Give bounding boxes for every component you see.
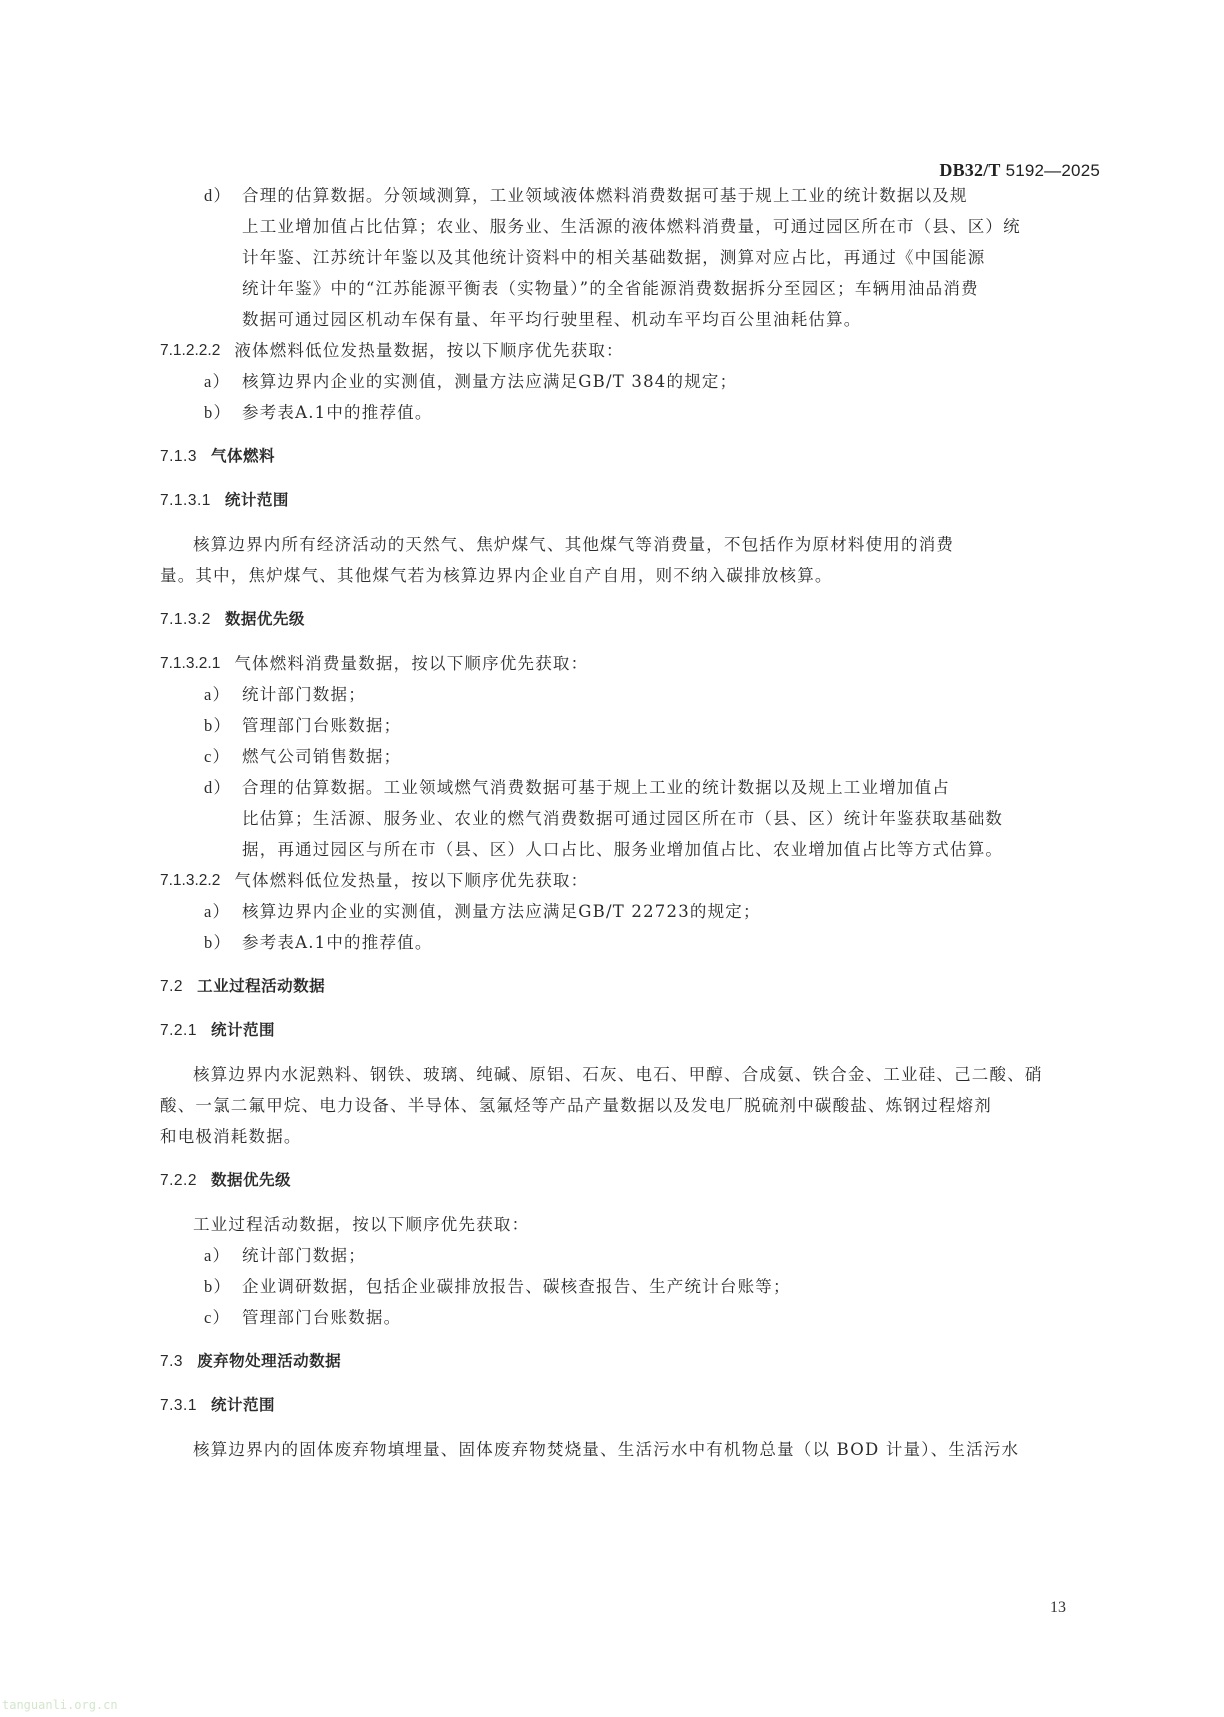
list-text: 企业调研数据，包括企业碳排放报告、碳核查报告、生产统计台账等； xyxy=(242,1277,791,1296)
list-marker: a） xyxy=(204,902,231,921)
text-line: 据，再通过园区与所在市（县、区）人口占比、服务业增加值占比、农业增加值占比等方式估算。 xyxy=(242,840,1004,859)
standard-code xyxy=(939,160,1100,181)
clause-7-1-2-2-2 xyxy=(160,335,1100,366)
heading-number: 7.1.3.2 xyxy=(160,611,211,628)
list-text: 管理部门台账数据。 xyxy=(242,1308,402,1327)
heading-number: 7.1.3 xyxy=(160,448,197,465)
clause-number: 7.1.2.2.2 xyxy=(160,342,221,359)
list-marker: b） xyxy=(204,1277,232,1296)
heading-number: 7.2.2 xyxy=(160,1172,197,1189)
heading-number: 7.1.3.1 xyxy=(160,492,211,509)
list-marker: b） xyxy=(204,403,232,422)
text-line: 数据可通过园区机动车保有量、年平均行驶里程、机动车平均百公里油耗估算。 xyxy=(242,310,862,329)
clause-text: 气体燃料消费量数据，按以下顺序优先获取： xyxy=(234,654,589,673)
list-marker: b） xyxy=(204,933,232,952)
heading-number: 7.3.1 xyxy=(160,1397,197,1414)
list-text: 统计部门数据； xyxy=(242,685,366,704)
text-line: 核算边界内所有经济活动的天然气、焦炉煤气、其他煤气等消费量，不包括作为原材料使用的消费 xyxy=(193,535,955,554)
page-number: 13 xyxy=(1050,1599,1066,1616)
list-item xyxy=(160,710,1100,741)
text-line: 和电极消耗数据。 xyxy=(160,1127,302,1146)
heading-title: 工业过程活动数据 xyxy=(197,977,326,995)
list-marker: a） xyxy=(204,372,231,391)
clause-7-1-3-2-1 xyxy=(160,648,1100,679)
list-item xyxy=(160,679,1100,710)
heading-number: 7.2.1 xyxy=(160,1022,197,1039)
list-marker: d） xyxy=(204,778,232,797)
text-line: 计年鉴、江苏统计年鉴以及其他统计资料中的相关基础数据，测算对应占比，再通过《中国能源 xyxy=(242,248,986,267)
list-text: 管理部门台账数据； xyxy=(242,716,402,735)
list-text: 燃气公司销售数据； xyxy=(242,747,402,766)
standard-prefix: DB32/T xyxy=(939,160,1001,180)
section-heading-7-3 xyxy=(160,1346,1100,1377)
section-heading-7-3-1 xyxy=(160,1390,1100,1421)
section-heading-7-2 xyxy=(160,971,1100,1002)
list-item-d-liquid-estimate xyxy=(160,180,1100,335)
heading-title: 数据优先级 xyxy=(210,1171,291,1189)
heading-title: 数据优先级 xyxy=(224,610,305,628)
clause-7-1-3-2-2 xyxy=(160,865,1100,896)
paragraph-7-1-3-1 xyxy=(160,529,1100,591)
list-text: 核算边界内企业的实测值，测量方法应满足GB/T 384的规定； xyxy=(242,372,738,391)
list-marker: d） xyxy=(204,186,232,205)
list-text: 统计部门数据； xyxy=(242,1246,366,1265)
text-line: 核算边界内水泥熟料、钢铁、玻璃、纯碱、原铝、石灰、电石、甲醇、合成氨、铁合金、工业硅、己二酸、硝 xyxy=(193,1065,1043,1084)
list-text: 核算边界内企业的实测值，测量方法应满足GB/T 22723的规定； xyxy=(242,902,761,921)
paragraph-7-2-1 xyxy=(160,1059,1100,1152)
list-item xyxy=(160,927,1100,958)
text-line: 上工业增加值占比估算；农业、服务业、生活源的液体燃料消费量，可通过园区所在市（县、区）统 xyxy=(242,217,1021,236)
heading-title: 统计范围 xyxy=(210,1021,275,1039)
heading-title: 气体燃料 xyxy=(210,447,275,465)
watermark: tanguanli.org.cn xyxy=(2,1698,118,1712)
list-item xyxy=(160,366,1100,397)
list-marker: c） xyxy=(204,1308,231,1327)
standard-number: 5192—2025 xyxy=(1005,161,1100,180)
clause-number: 7.1.3.2.1 xyxy=(160,655,221,672)
list-item xyxy=(160,741,1100,772)
section-heading-7-1-3-2 xyxy=(160,604,1100,635)
list-item xyxy=(160,896,1100,927)
text-line: 合理的估算数据。工业领域燃气消费数据可基于规上工业的统计数据以及规上工业增加值占 xyxy=(242,778,950,797)
clause-text: 液体燃料低位发热量数据，按以下顺序优先获取： xyxy=(234,341,624,360)
list-text: 参考表A.1中的推荐值。 xyxy=(242,403,433,422)
heading-title: 统计范围 xyxy=(210,1396,275,1414)
list-item xyxy=(160,1271,1100,1302)
section-heading-7-2-1 xyxy=(160,1015,1100,1046)
section-heading-7-2-2 xyxy=(160,1165,1100,1196)
text-line: 统计年鉴》中的“江苏能源平衡表（实物量）”的全省能源消费数据拆分至园区；车辆用油品消费 xyxy=(242,279,979,298)
section-heading-7-1-3-1 xyxy=(160,485,1100,516)
list-marker: b） xyxy=(204,716,232,735)
heading-number: 7.3 xyxy=(160,1353,184,1370)
section-heading-7-1-3 xyxy=(160,441,1100,472)
list-item xyxy=(160,1302,1100,1333)
document-body xyxy=(160,180,1100,1465)
clause-number: 7.1.3.2.2 xyxy=(160,872,221,889)
list-text: 参考表A.1中的推荐值。 xyxy=(242,933,433,952)
list-marker: a） xyxy=(204,685,231,704)
text-line: 合理的估算数据。分领域测算，工业领域液体燃料消费数据可基于规上工业的统计数据以及规 xyxy=(242,186,968,205)
text-line: 酸、一氯二氟甲烷、电力设备、半导体、氢氟烃等产品产量数据以及发电厂脱硫剂中碳酸盐、炼钢过程熔剂 xyxy=(160,1096,992,1115)
list-item xyxy=(160,1240,1100,1271)
list-item xyxy=(160,397,1100,428)
paragraph-7-2-2: 工业过程活动数据，按以下顺序优先获取： xyxy=(193,1215,530,1234)
text-line: 比估算；生活源、服务业、农业的燃气消费数据可通过园区所在市（县、区）统计年鉴获取基础数 xyxy=(242,809,1004,828)
heading-number: 7.2 xyxy=(160,978,184,995)
list-marker: c） xyxy=(204,747,231,766)
paragraph-7-3-1: 核算边界内的固体废弃物填埋量、固体废弃物焚烧量、生活污水中有机物总量（以 BOD 计量）、生活污水 xyxy=(193,1440,1020,1459)
list-item-d-gas-estimate xyxy=(160,772,1100,865)
heading-title: 废弃物处理活动数据 xyxy=(197,1352,342,1370)
list-marker: a） xyxy=(204,1246,231,1265)
heading-title: 统计范围 xyxy=(224,491,289,509)
text-line: 量。其中，焦炉煤气、其他煤气若为核算边界内企业自产自用，则不纳入碳排放核算。 xyxy=(160,566,833,585)
clause-text: 气体燃料低位发热量，按以下顺序优先获取： xyxy=(234,871,589,890)
